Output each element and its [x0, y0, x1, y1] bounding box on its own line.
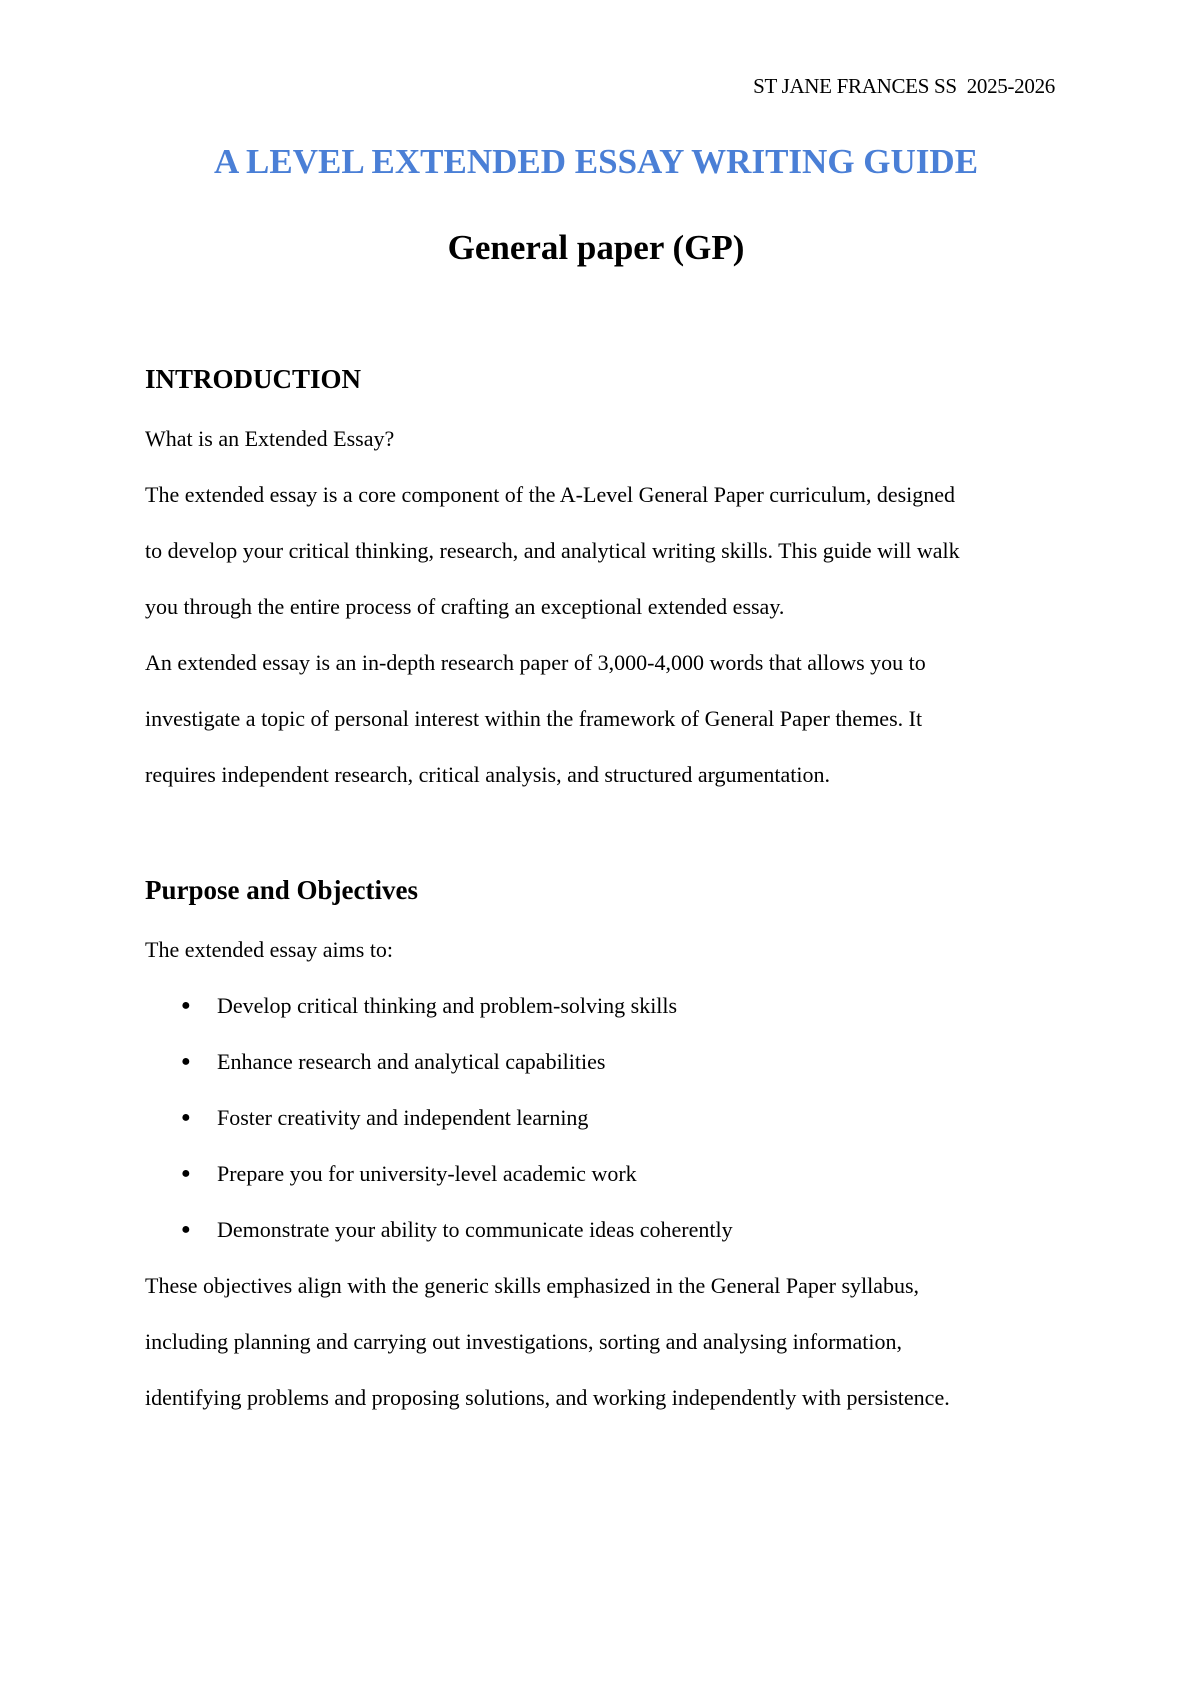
- list-item-text: Demonstrate your ability to communicate ideas coherently: [217, 1217, 733, 1242]
- list-item: [145, 1146, 1045, 1202]
- intro-paragraph-line: The extended essay is a core component of the A-Level General Paper curriculum, designed: [145, 482, 956, 507]
- school-header: ST JANE FRANCES SS 2025-2026: [753, 74, 1055, 98]
- purpose-closing: [145, 1258, 1045, 1426]
- document-title: A LEVEL EXTENDED ESSAY WRITING GUIDE: [213, 142, 979, 181]
- bullet-icon: ●: [181, 1221, 191, 1238]
- bullet-icon: ●: [181, 1053, 191, 1070]
- introduction-body: [145, 411, 1045, 803]
- intro-paragraph-line: requires independent research, critical analysis, and structured argumentation.: [145, 762, 830, 787]
- purpose-lead: [145, 922, 1045, 978]
- intro-paragraph-line: you through the entire process of crafting an exceptional extended essay.: [145, 594, 785, 619]
- closing-paragraph-line: These objectives align with the generic skills emphasized in the General Paper syllabus,: [145, 1273, 920, 1298]
- intro-paragraph-line: investigate a topic of personal interest within the framework of General Paper themes. It: [145, 706, 923, 731]
- list-item: [145, 1034, 1045, 1090]
- document-subtitle: General paper (GP): [447, 228, 745, 267]
- list-item-text: Develop critical thinking and problem-solving skills: [217, 993, 678, 1018]
- intro-paragraph-line: to develop your critical thinking, research, and analytical writing skills. This guide will walk: [145, 538, 960, 563]
- list-item-text: Foster creativity and independent learning: [217, 1105, 589, 1130]
- bullet-icon: ●: [181, 1109, 191, 1126]
- purpose-lead-text: The extended essay aims to:: [145, 937, 394, 962]
- introduction-question: What is an Extended Essay?: [145, 426, 395, 451]
- list-item: [145, 978, 1045, 1034]
- bullet-icon: ●: [181, 997, 191, 1014]
- list-item: [145, 1090, 1045, 1146]
- bullet-icon: ●: [181, 1165, 191, 1182]
- intro-paragraph-line: An extended essay is an in-depth research paper of 3,000-4,000 words that allows you to: [145, 650, 926, 675]
- purpose-heading: Purpose and Objectives: [145, 875, 418, 905]
- closing-paragraph-line: including planning and carrying out investigations, sorting and analysing information,: [145, 1329, 903, 1354]
- list-item-text: Prepare you for university-level academic work: [217, 1161, 637, 1186]
- objectives-list: [145, 978, 1045, 1258]
- list-item: [145, 1202, 1045, 1258]
- closing-paragraph-line: identifying problems and proposing solutions, and working independently with persistence.: [145, 1385, 950, 1410]
- introduction-heading: INTRODUCTION: [145, 364, 362, 394]
- list-item-text: Enhance research and analytical capabilities: [217, 1049, 606, 1074]
